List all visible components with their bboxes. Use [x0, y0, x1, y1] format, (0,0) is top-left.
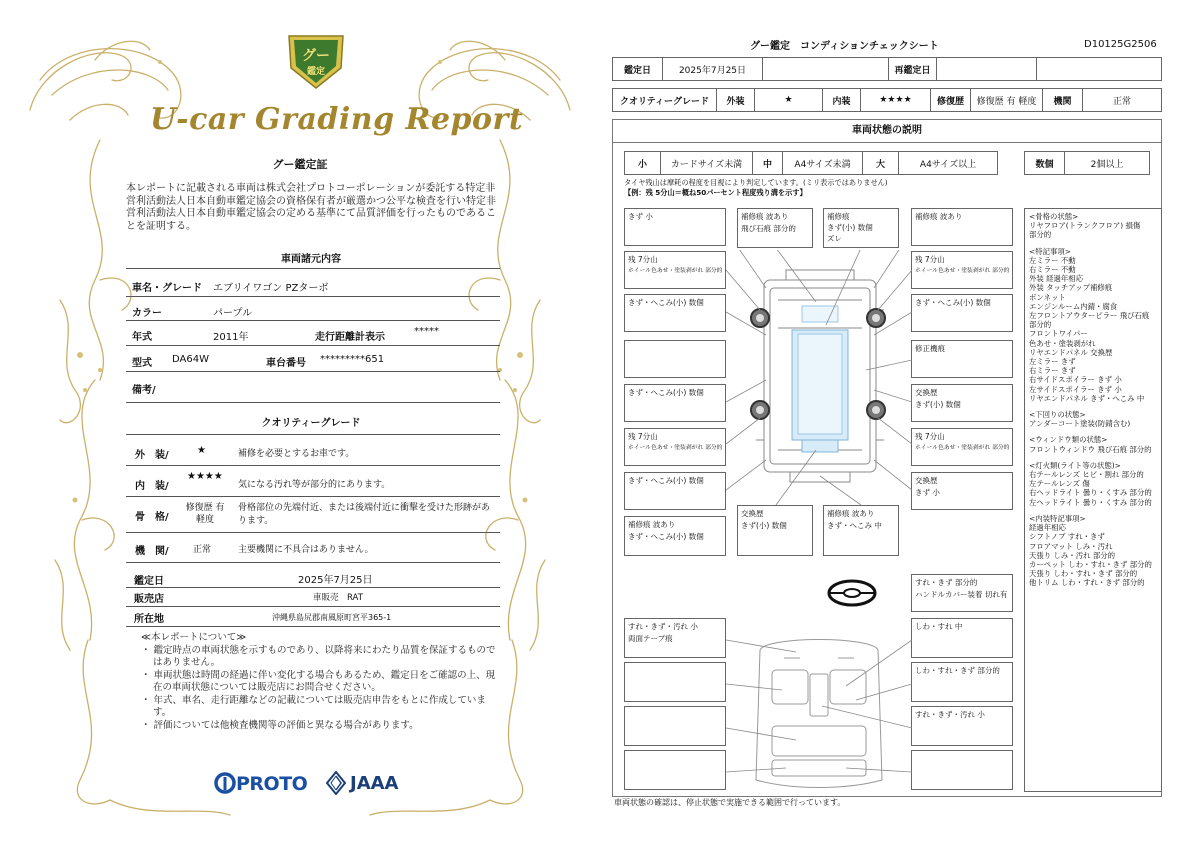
size-small-desc: カードサイズ未満	[661, 152, 753, 175]
date-label: 鑑定日	[134, 576, 164, 587]
interior-label: 内装	[823, 89, 861, 112]
condition-line: 左ヘッドライト 曇り・くすみ 部分的	[1029, 497, 1152, 507]
year-label: 年式	[132, 332, 152, 343]
proto-logo-text: PROTO	[236, 773, 308, 795]
condition-line: <内装特記事項>	[1029, 513, 1086, 523]
condition-line: 色あせ・塗装剥がれ	[1029, 338, 1096, 348]
tire-note-line: タイヤ残山は摩耗の程度を目視により判定しています。(ミリ表示ではありません)	[624, 178, 888, 187]
dealer-value: 車販売 RAT	[313, 593, 363, 603]
left-box-8: 補修痕 波あり きず・へこみ(小) 数個	[624, 516, 726, 556]
condition-line: 左フロントアウターピラー 飛び石痕	[1029, 311, 1150, 321]
condition-line: 右テールレンズ ヒビ・割れ 部分的	[1029, 470, 1144, 480]
condition-line: アンダーコート塗装(防錆含む)	[1029, 419, 1131, 429]
list-gap	[1029, 428, 1157, 435]
interior-left-box-1: すれ・きず・汚れ 小 両面テープ痕	[624, 618, 726, 658]
mileage-label: 走行距離計表示	[315, 332, 385, 343]
appraisal-date-label: 鑑定日	[613, 58, 663, 81]
condition-line: 右サイドスポイラー きず 小	[1029, 375, 1122, 385]
name-label: 車名・グレード	[132, 283, 202, 294]
list-gap	[1029, 403, 1157, 410]
left-box-5: きず・へこみ(小) 数個	[624, 384, 726, 422]
right-box-4: 修正機痕	[911, 340, 1013, 378]
report-notes	[141, 632, 496, 732]
interior-grade: ★★★★	[861, 89, 931, 112]
interior-right-box-3: すれ・きず・汚れ 小	[911, 706, 1013, 746]
size-mid-desc: A4サイズ未満	[783, 152, 863, 175]
condition-line: <骨格の状態>	[1029, 212, 1079, 221]
steering-wheel-icon	[826, 578, 878, 608]
top-box-1: 補修痕 波あり 飛び石痕 部分的	[737, 208, 813, 248]
note-item: ・ 鑑定時点の車両状態を示すものであり、以降将来にわたり品質を保証するものではありません。	[141, 644, 496, 668]
note-item: ・ 年式、車名、走行距離などの記載については販売店申告をもとに作成しています。	[141, 694, 486, 718]
bottom-box-2: 補修痕 波あり きず・へこみ 中	[823, 505, 899, 556]
size-small: 小	[625, 152, 661, 175]
condition-line: シフトノブ すれ・きず	[1029, 532, 1105, 542]
right-box-3: きず・へこみ(小) 数個	[911, 294, 1013, 332]
condition-line: 左テールレンズ 傷	[1029, 479, 1090, 489]
model-label: 型式	[132, 358, 152, 369]
svg-text:鑑定: 鑑定	[306, 67, 326, 77]
car-interior-diagram	[726, 630, 912, 795]
engine-desc: 主要機関に不具合はありません。	[238, 545, 374, 555]
right-box-1: 補修痕 波あり	[911, 208, 1013, 246]
condition-line: <下回りの状態>	[1029, 410, 1086, 420]
exterior-grade: ★	[197, 445, 206, 456]
steering-box: すれ・きず 部分的 ハンドルカバー装着 切れ有	[911, 574, 1013, 612]
right-box-6: 残 7分山 ホイール色あせ・塗装剥がれ 部分的	[911, 428, 1013, 466]
specs-heading: 車両諸元内容	[281, 254, 341, 265]
name-value: エブリイワゴン PZターボ	[213, 283, 329, 294]
badge-icon	[285, 30, 347, 92]
condition-line: エンジンルーム内錆・腐食	[1029, 301, 1118, 311]
certificate-subtitle: グー鑑定証	[272, 158, 328, 171]
left-box-6: 残 7分山 ホイール色あせ・塗装剥がれ 部分的	[624, 428, 726, 466]
top-box-2: 補修痕 きず(小) 数個 ズレ	[823, 208, 899, 248]
condition-line: 外装 タッチアップ補修痕	[1029, 283, 1113, 293]
note-item: ・ 評価については他検査機関等の評価と異なる場合があります。	[141, 719, 419, 731]
count-desc: 2個以上	[1065, 152, 1150, 175]
reappraisal-label: 再鑑定日	[889, 58, 937, 81]
note-item: ・ 車両状態は時間の経過に伴い変化する場合もあるため、鑑定日をご確認の上、現在の車両状態については販売店にお問合せください。	[141, 669, 496, 693]
document-id: D10125G2506	[1084, 39, 1157, 50]
size-legend	[624, 151, 998, 175]
interior-right-box-2: しわ・すれ・きず 部分的	[911, 662, 1013, 702]
exterior-desc: 補修を必要とするお車です。	[238, 449, 355, 459]
condition-line: 天張り しわ・すれ・きず 部分的	[1029, 569, 1138, 579]
repair-value: 修復歴 有 軽度	[971, 89, 1043, 112]
size-large-desc: A4サイズ以上	[899, 152, 998, 175]
interior-left-box-3	[624, 706, 726, 746]
condition-line: 部分的	[1029, 230, 1052, 240]
interior-desc: 気になる汚れ等が部分的にあります。	[238, 480, 391, 490]
car-exterior-diagram	[726, 250, 912, 505]
condition-line: 右ミラー 不動	[1029, 265, 1076, 275]
condition-line: リヤフロア(トランクフロア) 損傷	[1029, 221, 1141, 231]
tire-note-example: 【例：残 5分山＝概ね50パーセント程度残り溝を示す】	[624, 188, 807, 197]
left-box-3: きず・へこみ(小) 数個	[624, 294, 726, 332]
quality-heading: クオリティーグレード	[261, 418, 361, 429]
condition-line: 左ミラー きず	[1029, 357, 1076, 367]
color-label: カラー	[132, 308, 162, 319]
model-value: DA64W	[172, 354, 209, 365]
condition-line: フロントワイパー	[1029, 329, 1088, 339]
grade-row	[612, 88, 1162, 112]
interior-right-box-1: しわ・すれ 中	[911, 618, 1013, 658]
engine-label: 機 関/	[135, 546, 169, 557]
chassis-label: 車台番号	[266, 358, 306, 369]
certificate-intro: 本レポートに記載される車両は株式会社プロトコーポレーションが委託する特定非営利活動法人日本自動車鑑定協会の資格保有者が厳選かつ公平な検査を行い特定非営利活動法人日本自動車鑑定協会の定める基準にて品質評価を行ったものであることを証明する。	[126, 183, 496, 232]
tire-note	[624, 178, 888, 198]
interior-grade: ★★★★	[187, 471, 223, 482]
dealer-label: 販売店	[134, 594, 164, 605]
condition-line: リヤエンドパネル 交換歴	[1029, 347, 1113, 357]
date-row	[612, 57, 1162, 81]
year-value: 2011年	[213, 332, 249, 343]
date-value: 2025年7月25日	[298, 575, 373, 586]
right-box-5: 交換歴 きず(小) 数個	[911, 384, 1013, 422]
condition-line: カーペット しわ・すれ・きず 部分的	[1029, 559, 1152, 569]
size-mid: 中	[753, 152, 783, 175]
count-legend	[1024, 151, 1150, 175]
condition-line: 左サイドスポイラー きず 小	[1029, 384, 1122, 394]
exterior-label: 外 装/	[135, 450, 169, 461]
interior-left-box-4	[624, 750, 726, 790]
sponsor-logos	[214, 770, 414, 798]
chassis-value: *********651	[320, 354, 385, 365]
interior-right-box-4	[911, 750, 1013, 790]
condition-line: 天張り しみ・汚れ 部分的	[1029, 550, 1115, 560]
left-box-7: きず・へこみ(小) 数個	[624, 472, 726, 510]
condition-line: ボンネット	[1029, 292, 1066, 302]
frame-desc: 骨格部位の先端付近、または後端付近に衝撃を受けた形跡があります。	[238, 503, 491, 526]
engine-label: 機関	[1043, 89, 1083, 112]
jaaa-logo-icon	[326, 771, 346, 795]
list-gap	[1029, 454, 1157, 461]
engine-grade: 正常	[193, 545, 212, 555]
condition-line: 経過年相応	[1029, 523, 1066, 533]
condition-line: 右ミラー きず	[1029, 366, 1076, 376]
address-label: 所在地	[134, 614, 164, 625]
condition-line: フロントウィンドウ 飛び石痕 部分的	[1029, 444, 1152, 454]
left-box-2: 残 7分山 ホイール色あせ・塗装剥がれ 部分的	[624, 251, 726, 289]
explain-heading: 車両状態の説明	[612, 119, 1162, 143]
count-label: 数個	[1025, 152, 1065, 175]
right-box-2: 残 7分山 ホイール色あせ・塗装剥がれ 部分的	[911, 251, 1013, 289]
goo-appraisal-badge	[285, 30, 347, 92]
right-box-7: 交換歴 きず 小	[911, 472, 1013, 510]
condition-notes-list	[1024, 208, 1162, 792]
notes-heading: ≪本レポートについて≫	[141, 632, 247, 643]
sheet-footer: 車両状態の確認は、停止状態で実施できる範囲で行っています。	[614, 798, 846, 807]
quality-grade-label: クオリティーグレード	[613, 89, 717, 112]
engine-value: 正常	[1083, 89, 1162, 112]
frame-label: 骨 格/	[135, 512, 169, 523]
interior-label: 内 装/	[135, 481, 169, 492]
list-gap	[1029, 507, 1157, 514]
sheet-title: グー鑑定 コンディションチェックシート	[750, 41, 939, 52]
proto-logo-icon	[214, 772, 236, 794]
condition-line: リヤエンドパネル きず・へこみ 中	[1029, 393, 1145, 403]
left-box-1: きず 小	[624, 208, 726, 246]
condition-check-sheet	[600, 0, 1200, 848]
frame-grade: 修復歴 有 軽度	[185, 503, 225, 525]
condition-line: 左ミラー 不動	[1029, 255, 1076, 265]
jaaa-logo-text: JAAA	[350, 773, 399, 794]
condition-line: <特記事項>	[1029, 246, 1071, 256]
size-large: 大	[863, 152, 899, 175]
condition-line: 右ヘッドライト 曇り・くすみ 部分的	[1029, 488, 1152, 498]
color-value: パープル	[213, 308, 253, 319]
svg-text:グー: グー	[302, 48, 330, 64]
condition-line: <灯火類(ライト等の状態)>	[1029, 460, 1121, 470]
condition-line: 部分的	[1029, 320, 1052, 330]
condition-line: 外装 経過年相応	[1029, 274, 1084, 284]
bottom-box-1: 交換歴 きず(小) 数個	[737, 505, 813, 556]
address-value: 沖縄県島尻郡南風原町宮平365-1	[272, 613, 392, 622]
left-box-4	[624, 340, 726, 378]
condition-line: 他トリム しわ・すれ・きず 部分的	[1029, 578, 1145, 588]
appraisal-date-value: 2025年7月25日	[663, 58, 763, 81]
exterior-label: 外装	[717, 89, 755, 112]
condition-line: <ウィンドウ類の状態>	[1029, 435, 1108, 445]
mileage-value: *****	[414, 326, 439, 337]
remarks-label: 備考/	[132, 385, 156, 396]
repair-label: 修復歴	[931, 89, 971, 112]
condition-line: フロアマット しみ・汚れ	[1029, 541, 1113, 551]
list-gap	[1029, 240, 1157, 247]
exterior-grade: ★	[755, 89, 823, 112]
report-script-title: U-car Grading Report	[150, 102, 524, 137]
interior-left-box-2	[624, 662, 726, 702]
